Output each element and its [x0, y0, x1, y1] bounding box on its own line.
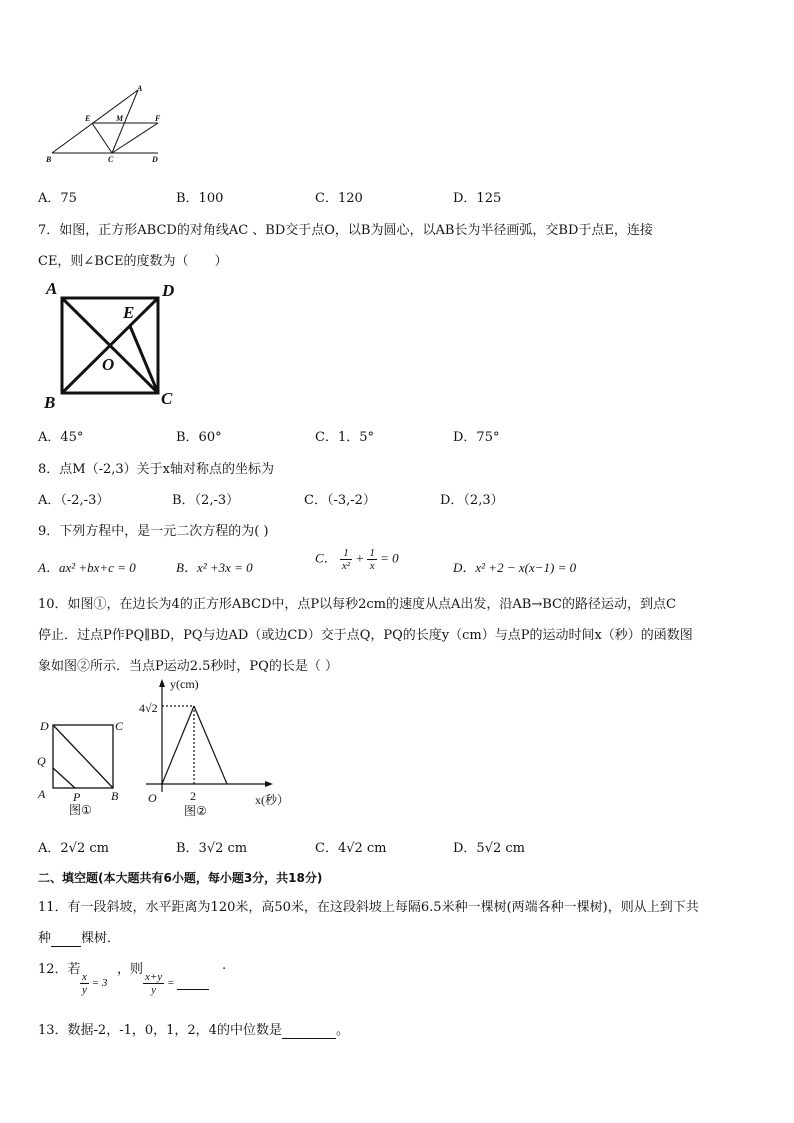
q6-option-b[interactable]: B．100 [176, 191, 224, 206]
q10-option-a[interactable]: A．2√2 cm [38, 841, 109, 856]
label-M: M [116, 114, 124, 123]
numerator: x+y [145, 971, 163, 983]
q9-option-b[interactable]: B．x² +3x = 0 [176, 560, 253, 575]
q7-text-line2: CE，则∠BCE的度数为（ ） [38, 254, 228, 269]
label-C: C [108, 155, 114, 164]
denominator: y [82, 984, 87, 996]
label-P: P [73, 790, 81, 804]
equals: = [166, 977, 175, 990]
answer-blank[interactable] [282, 1023, 336, 1039]
q12-prefix: 12．若 [38, 962, 81, 977]
label-D: D [40, 719, 49, 733]
label-A: A [38, 787, 46, 801]
fraction: $\frac{1}{x}$ [369, 547, 375, 572]
q13-text [38, 1019, 349, 1039]
q10-option-d[interactable]: D．5√2 cm [453, 841, 525, 856]
q12-text [38, 958, 81, 977]
q7-figure [40, 278, 190, 413]
q12-end: . [222, 958, 227, 973]
q13-question: 13．数据-2，-1，0，1，2，4的中位数是 [38, 1023, 282, 1038]
label-C: C [161, 389, 173, 408]
label-B: B [46, 155, 52, 164]
q11-text-line1: 11．有一段斜坡，水平距离为120米，高50米，在这段斜坡上每隔6.5米种一棵树(两端各种一棵树)，则从上到下共 [38, 900, 699, 915]
q10-figure1 [34, 712, 134, 822]
label-D: D [162, 281, 175, 300]
q12-frac2 [143, 971, 209, 996]
caption: 图② [184, 804, 207, 818]
q9-option-a[interactable]: A．ax² +bx+c = 0 [38, 560, 136, 575]
caption: 图① [69, 803, 92, 817]
q10-option-b[interactable]: B．3√2 cm [176, 841, 248, 856]
equals: = 3 [91, 977, 108, 990]
label-E: E [123, 303, 135, 322]
peak-label: 4√2 [139, 701, 158, 715]
q8-option-c[interactable]: C．（-3,-2） [304, 493, 376, 508]
q11-text-line2 [38, 927, 120, 947]
q12-mid: ，则 [117, 962, 144, 977]
q7-option-c[interactable]: C．1．5° [315, 430, 374, 445]
label-F: F [155, 114, 161, 123]
q11-line2-end: 棵树． [81, 931, 121, 946]
q13-end: 。 [335, 1023, 349, 1038]
x-axis-label: x(秒） [255, 793, 289, 807]
q12-frac1 [80, 971, 107, 996]
answer-blank[interactable] [51, 931, 81, 947]
label-E: E [85, 114, 91, 123]
origin-label: O [148, 791, 157, 805]
q10-text-line3: 象如图②所示．当点P运动2.5秒时，PQ的长是（ ） [38, 659, 338, 674]
q9-option-c-tail: = 0 [380, 550, 399, 566]
label-Q: Q [37, 754, 46, 768]
label-D: D [152, 155, 158, 164]
q8-option-d[interactable]: D．（2,3） [440, 493, 504, 508]
q10-option-c[interactable]: C．4√2 cm [315, 841, 387, 856]
q6-option-d[interactable]: D．125 [453, 191, 502, 206]
q10-text-line1: 10．如图①，在边长为4的正方形ABCD中，点P以每秒2cm的速度从点A出发，沿AB→BC的路径运动，到点C [38, 597, 676, 612]
label-O: O [102, 355, 115, 374]
fraction: $\frac{1}{\text{x²}}$ [341, 547, 351, 572]
section-title: 二、填空题(本大题共有6小题，每小题3分，共18分) [38, 871, 323, 885]
tick-label: 2 [190, 789, 196, 803]
q9-option-d[interactable]: D．x² +2 − x(x−1) = 0 [453, 560, 577, 575]
q6-option-c[interactable]: C．120 [315, 191, 363, 206]
q8-option-b[interactable]: B．（2,-3） [172, 493, 240, 508]
q7-option-d[interactable]: D．75° [453, 430, 500, 445]
fraction [143, 971, 164, 996]
label-C: C [115, 719, 124, 733]
q6-option-a[interactable]: A．75 [38, 191, 77, 206]
q9-option-c-label: C． [315, 550, 337, 566]
q8-text: 8．点M（-2,3）关于x轴对称点的坐标为 [38, 462, 274, 477]
q10-figure2 [136, 674, 306, 824]
q9-option-c[interactable]: C． $\frac{1}{\text{x²}}$ + $\frac{1}{x}$ = 0 [315, 547, 399, 572]
q7-option-a[interactable]: A．45° [38, 430, 84, 445]
q10-text-line2: 停止．过点P作PQ∥BD，PQ与边AD（或边CD）交于点Q，PQ的长度y（cm）与点P的运动时间x（秒）的函数图 [38, 628, 693, 643]
numerator: x [82, 971, 87, 983]
label-A: A [46, 279, 58, 298]
q9-text: 9．下列方程中，是一元二次方程的为( ) [38, 524, 269, 539]
q8-option-a[interactable]: A．（-2,-3） [38, 493, 110, 508]
label-A: A [137, 84, 143, 93]
q11-line2-start: 种 [38, 931, 52, 946]
q7-option-b[interactable]: B．60° [176, 430, 222, 445]
label-B: B [44, 393, 56, 412]
q7-text-line1: 7．如图，正方形ABCD的对角线AC 、BD交于点O，以B为圆心，以AB长为半径画弧，交BD于点E，连接 [38, 223, 653, 238]
y-axis-label: y(cm) [170, 677, 199, 691]
answer-blank[interactable] [177, 977, 209, 990]
denominator: y [151, 984, 157, 996]
q6-figure [40, 82, 170, 167]
fraction [80, 971, 89, 996]
label-B: B [111, 789, 119, 803]
